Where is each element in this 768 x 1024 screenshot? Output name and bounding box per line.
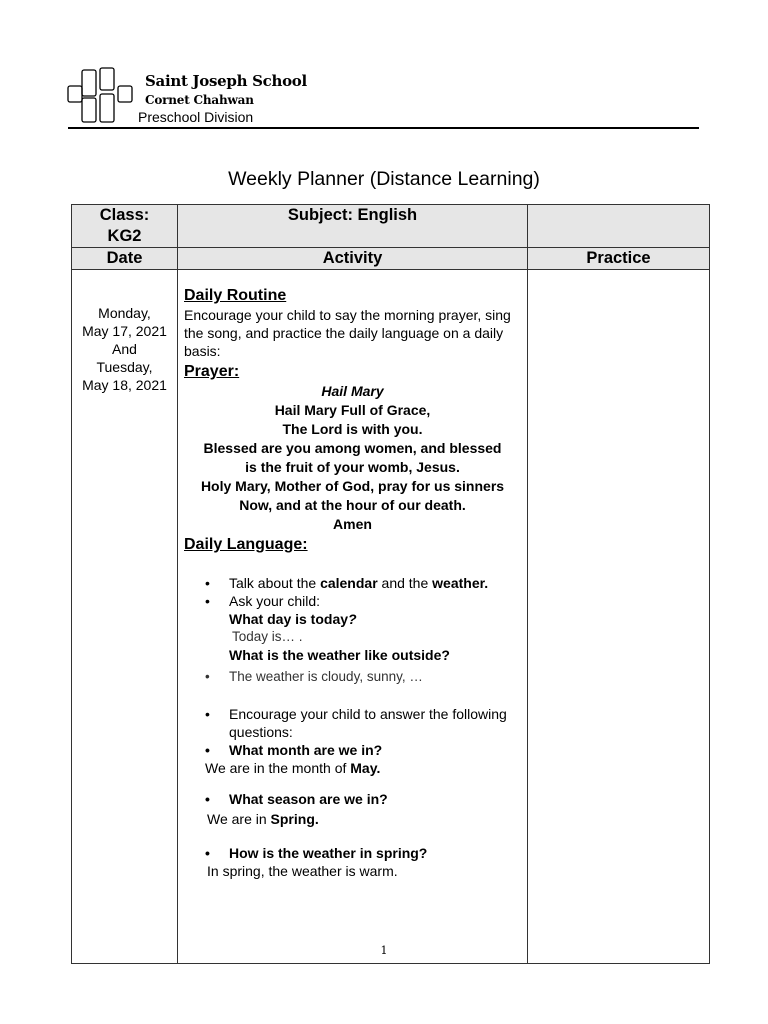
list-item — [184, 592, 521, 610]
list-text: The weather is cloudy, sunny, … — [229, 669, 423, 684]
list-item — [184, 790, 521, 808]
date-line: Tuesday, — [96, 359, 153, 375]
prayer-line: is the fruit of your womb, Jesus. — [245, 459, 460, 475]
list-text: Encourage your child to answer the following questions: — [229, 706, 507, 740]
answer-spring: In spring, the weather is warm. — [207, 863, 398, 879]
list-text: Talk about the — [229, 575, 321, 591]
list-item — [184, 741, 521, 759]
prayer-line: The Lord is with you. — [282, 421, 423, 437]
answer-day: Today is… . — [232, 629, 303, 644]
prayer-line: Hail Mary Full of Grace, — [274, 402, 431, 418]
class-label: Class: — [99, 206, 150, 224]
subject-cell — [178, 205, 528, 248]
school-division: Preschool Division — [138, 109, 254, 125]
date-line: May 17, 2021 — [82, 323, 167, 339]
question-day — [184, 610, 521, 628]
routine-heading: Daily Routine — [184, 287, 287, 304]
prayer-title: Hail Mary — [321, 383, 384, 399]
prayer-line: Blessed are you among women, and blessed — [203, 440, 502, 456]
list-text: and the — [377, 575, 433, 591]
school-name: Saint Joseph School — [145, 72, 307, 90]
answer-text-bold: Spring. — [270, 811, 319, 827]
list-text-bold: calendar — [320, 575, 378, 591]
list-item — [184, 705, 521, 741]
list-text-bold: weather. — [432, 575, 489, 591]
subject-label: Subject: English — [287, 206, 418, 224]
answer-text: We are in the month of — [205, 760, 351, 776]
planner-table — [71, 204, 710, 964]
prayer-line: Amen — [333, 516, 372, 532]
list-item — [184, 668, 521, 686]
empty-header-cell — [528, 205, 710, 248]
list-item — [184, 574, 521, 592]
question-text: What day is today — [229, 611, 349, 627]
prayer-line: Holy Mary, Mother of God, pray for us sinners — [200, 478, 505, 494]
question-weather: What is the weather like outside? — [229, 647, 450, 663]
answer-text-bold: May. — [350, 760, 381, 776]
answer-season — [184, 810, 521, 828]
answer-text: We are in — [207, 811, 271, 827]
page-number: 1 — [380, 944, 388, 957]
class-cell — [72, 205, 178, 248]
language-heading: Daily Language: — [184, 536, 308, 553]
school-logo — [66, 66, 136, 126]
prayer-heading: Prayer: — [184, 363, 240, 380]
table-row — [72, 205, 710, 248]
activity-cell — [178, 270, 528, 964]
header-divider — [68, 127, 699, 129]
table-row — [72, 248, 710, 270]
class-value: KG2 — [107, 227, 142, 245]
practice-cell — [528, 270, 710, 964]
date-line: May 18, 2021 — [82, 377, 167, 393]
question-month: What month are we in? — [229, 742, 383, 758]
answer-month — [184, 759, 521, 777]
column-header-date: Date — [72, 248, 178, 270]
routine-text: Encourage your child to say the morning prayer, sing the song, and practice the daily language on a daily basis: — [184, 307, 511, 359]
school-location: Cornet Chahwan — [145, 93, 254, 107]
page-title: Weekly Planner (Distance Learning) — [228, 168, 540, 190]
date-line: Monday, — [98, 305, 151, 321]
question-mark: ? — [348, 611, 357, 627]
column-header-practice: Practice — [528, 248, 710, 270]
question-season: What season are we in? — [229, 791, 388, 807]
question-spring: How is the weather in spring? — [229, 845, 428, 861]
column-header-activity: Activity — [178, 248, 528, 270]
prayer-line: Now, and at the hour of our death. — [239, 497, 466, 513]
table-row — [72, 270, 710, 964]
list-text: Ask your child: — [229, 593, 321, 609]
list-item — [184, 844, 521, 862]
date-line: And — [112, 341, 137, 357]
date-cell — [72, 270, 178, 964]
